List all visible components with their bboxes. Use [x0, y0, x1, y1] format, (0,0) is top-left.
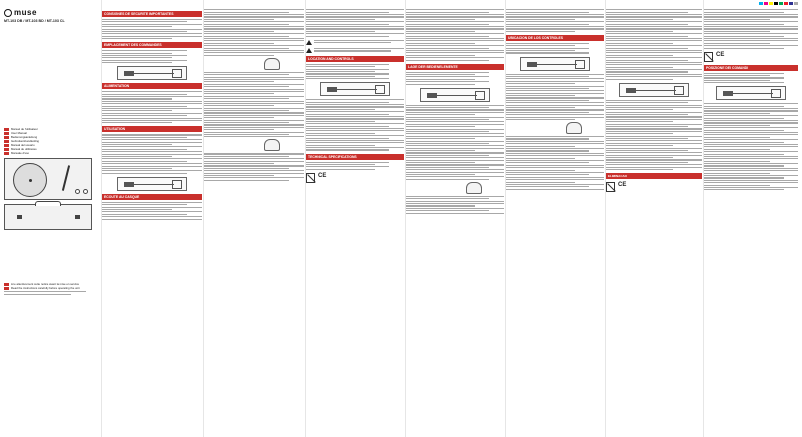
- latch: [75, 215, 80, 219]
- language-item: Manuale d'uso: [4, 151, 100, 155]
- language-item: User Manual: [4, 131, 100, 135]
- footer-note: Read the instructions carefully before operating the unit: [4, 286, 100, 290]
- footer-notes: [4, 282, 100, 295]
- section-header: EMPLACEMENT DES COMMANDES: [102, 42, 202, 48]
- warning-note: [306, 47, 404, 53]
- tonearm: [62, 165, 70, 191]
- french-usage-panel: [204, 8, 304, 428]
- flag-icon: [4, 128, 9, 131]
- german-panel: [406, 8, 504, 428]
- flag-icon: [4, 148, 9, 151]
- flag-icon: [4, 144, 9, 147]
- spanish-panel: [506, 8, 604, 428]
- flag-icon: [4, 140, 9, 143]
- language-item: Gebruikershandleiding: [4, 139, 100, 143]
- connection-diagram: [520, 57, 590, 71]
- language-item: Manual del usuario: [4, 143, 100, 147]
- section-header: UBICACION DE LOS CONTROLES: [506, 35, 604, 41]
- hand-illustration: [264, 139, 280, 151]
- language-list: [4, 127, 100, 155]
- flag-icon: [4, 136, 9, 139]
- flag-icon: [4, 132, 9, 135]
- section-header: ALIMENTATION: [102, 83, 202, 89]
- turntable-icon: [13, 163, 47, 197]
- french-safety-panel: [102, 8, 202, 428]
- connection-diagram: [117, 66, 187, 80]
- body-text: [102, 19, 202, 39]
- ce-mark: CE: [618, 182, 627, 189]
- usb-diagram: [619, 83, 689, 97]
- compliance-marks: [306, 173, 404, 183]
- selector-knob: [83, 189, 88, 194]
- section-header: TECHNICAL SPECIFICATIONS: [306, 154, 404, 160]
- section-header: LAGE DER BEDIENELEMENTE: [406, 64, 504, 70]
- muse-logo: [4, 8, 100, 17]
- model-numbers: MT-103 DB / MT-103 BD / MT-103 CL: [4, 19, 65, 23]
- warning-icon: [306, 48, 312, 53]
- connection-diagram: [716, 86, 786, 100]
- flag-icon: [4, 152, 9, 155]
- section-header: UTILISATION: [102, 126, 202, 132]
- usb-diagram: [117, 177, 187, 191]
- latch: [17, 215, 22, 219]
- bin-icon: [606, 182, 615, 192]
- ce-mark: CE: [318, 172, 327, 179]
- flag-icon: [4, 287, 9, 290]
- section-header: ELIMINACAO: [606, 173, 702, 179]
- hand-illustration: [466, 182, 482, 194]
- print-color-bar: [759, 2, 798, 5]
- bin-icon: [306, 173, 315, 183]
- controls-list: [102, 50, 202, 63]
- compliance-marks: [606, 182, 702, 192]
- connection-diagram: [420, 88, 490, 102]
- english-panel: [306, 8, 404, 428]
- bin-icon: [704, 52, 713, 62]
- suitcase-icon: [35, 201, 61, 206]
- language-item: Manuel de l'utilisateur: [4, 127, 100, 131]
- section-header: ECOUTE AU CASQUE: [102, 194, 202, 200]
- section-header: CONSIGNES DE SECURITE IMPORTANTES: [102, 11, 202, 17]
- turntable-illustration: [4, 158, 92, 200]
- warning-note: [306, 39, 404, 45]
- suitcase-illustration: [4, 204, 92, 230]
- hand-illustration: [566, 122, 582, 134]
- cover-panel: [4, 8, 100, 428]
- brand-name: muse: [14, 8, 37, 17]
- section-header: LOCATION AND CONTROLS: [306, 56, 404, 62]
- warning-icon: [306, 40, 312, 45]
- muse-logo-icon: [4, 9, 12, 17]
- flag-icon: [4, 283, 9, 286]
- ce-mark: CE: [716, 51, 725, 58]
- volume-knob: [75, 189, 80, 194]
- footer-note: Lire attentivement cette notice avant la mise en service: [4, 282, 100, 286]
- compliance-marks: [704, 52, 798, 62]
- section-header: POSIZIONE DEI COMANDI: [704, 65, 798, 71]
- hand-illustration: [264, 58, 280, 70]
- language-item: Manual de utilizacao: [4, 147, 100, 151]
- portuguese-panel: [606, 8, 702, 428]
- italian-panel: [704, 8, 798, 428]
- connection-diagram: [320, 82, 390, 96]
- language-item: Bedienungsanleitung: [4, 135, 100, 139]
